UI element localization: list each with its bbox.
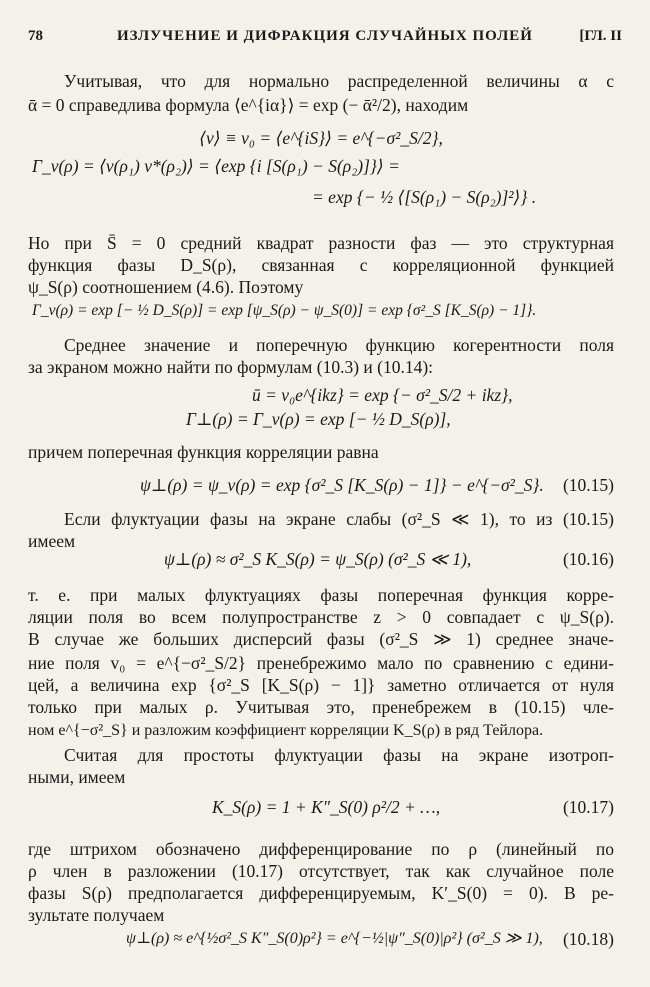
text-line: ном e^{−σ²_S} и разложим коэффициент корреляции K_S(ρ) в ряд Тейлора. [28,722,544,739]
text-line: т. е. при малых флуктуациях фазы поперечная функция корре- [28,585,614,605]
text-line: Но при S̄ = 0 средний квадрат разности фаз — это структурная [28,233,614,253]
text-line: только при малых ρ. Учитывая это, пренебрежем в (10.15) чле- [28,697,614,717]
text-line: ψ_S(ρ) соотношением (4.6). Поэтому [28,277,304,297]
equation: Γ⊥(ρ) = Γ_v(ρ) = exp [− ½ D_S(ρ)], [186,409,451,429]
equation: ⟨v⟩ ≡ v₀ = ⟨e^{iS}⟩ = e^{−σ²_S/2}, [199,128,443,148]
text-line: цей, а величина exp {σ²_S [K_S(ρ) − 1]} заметно отличается от нуля [28,675,614,695]
equation-number: (10.16) [562,549,614,569]
text-line: ние поля v₀ = e^{−σ²_S/2} пренебрежимо мало по сравнению с едини- [28,653,614,673]
equation: = exp {− ½ ⟨[S(ρ₁) − S(ρ₂)]²⟩} . [312,187,537,207]
text-line: ᾱ = 0 справедлива формула ⟨e^{iα}⟩ = exp (− ᾱ²/2), находим [28,95,469,115]
equation-number: (10.18) [562,929,614,949]
text-line: ляции поля во всем полупространстве z > 0 совпадает с ψ_S(ρ). [28,607,614,627]
running-title: ИЗЛУЧЕНИЕ И ДИФРАКЦИЯ СЛУЧАЙНЫХ ПОЛЕЙ [117,28,533,44]
equation: Γ_v(ρ) = ⟨v(ρ₁) v*(ρ₂)⟩ = ⟨exp {i [S(ρ₁) − S(ρ₂)]}⟩ = [32,156,400,176]
text-line: имеем [28,531,76,551]
text-line: Учитывая, что для нормально распределенной величины α с [64,71,614,91]
equation-number: (10.15) [562,475,614,495]
text-line: зультате получаем [28,905,165,925]
equation: ψ⊥(ρ) = ψ_v(ρ) = exp {σ²_S [K_S(ρ) − 1]} − e^{−σ²_S}. [140,475,544,495]
text-line: Считая для простоты флуктуации фазы на экране изотроп- [64,745,614,765]
running-header [28,28,622,54]
text-line: В случае же больших дисперсий фазы (σ²_S ≫ 1) среднее значе- [28,629,614,649]
equation: ψ⊥(ρ) ≈ e^{½σ²_S K″_S(0)ρ²} = e^{−½|ψ″_S(0)|ρ²} (σ²_S ≫ 1), [126,930,543,947]
equation: K_S(ρ) = 1 + K″_S(0) ρ²/2 + …, [212,797,441,817]
text-line: ρ член в разложении (10.17) отсутствует, так как случайное поле [28,861,614,881]
text-line: Среднее значение и поперечную функцию когерентности поля [64,335,614,355]
page-number: 78 [28,28,43,44]
text-line: где штрихом обозначено дифференцирование по ρ (линейный по [28,839,614,859]
equation: ū = v₀e^{ikz} = exp {− σ²_S/2 + ikz}, [252,385,513,405]
text-line: причем поперечная функция корреляции равна [28,442,379,462]
text-line: фазы S(ρ) предполагается дифференцируемым, K′_S(0) = 0). В ре- [28,883,614,903]
text-line: Если флуктуации фазы на экране слабы (σ²_S ≪ 1), то из (10.15) [64,509,614,529]
chapter-marker: [ГЛ. II [579,28,622,44]
text-line: функция фазы D_S(ρ), связанная с корреляционной функцией [28,255,614,275]
text-line: за экраном можно найти по формулам (10.3) и (10.14): [28,357,434,377]
equation: ψ⊥(ρ) ≈ σ²_S K_S(ρ) = ψ_S(ρ) (σ²_S ≪ 1), [164,549,472,569]
text-line: ными, имеем [28,767,126,787]
equation: Γ_v(ρ) = exp [− ½ D_S(ρ)] = exp [ψ_S(ρ) − ψ_S(0)] = exp {σ²_S [K_S(ρ) − 1]}. [32,302,537,319]
equation-number: (10.17) [562,797,614,817]
